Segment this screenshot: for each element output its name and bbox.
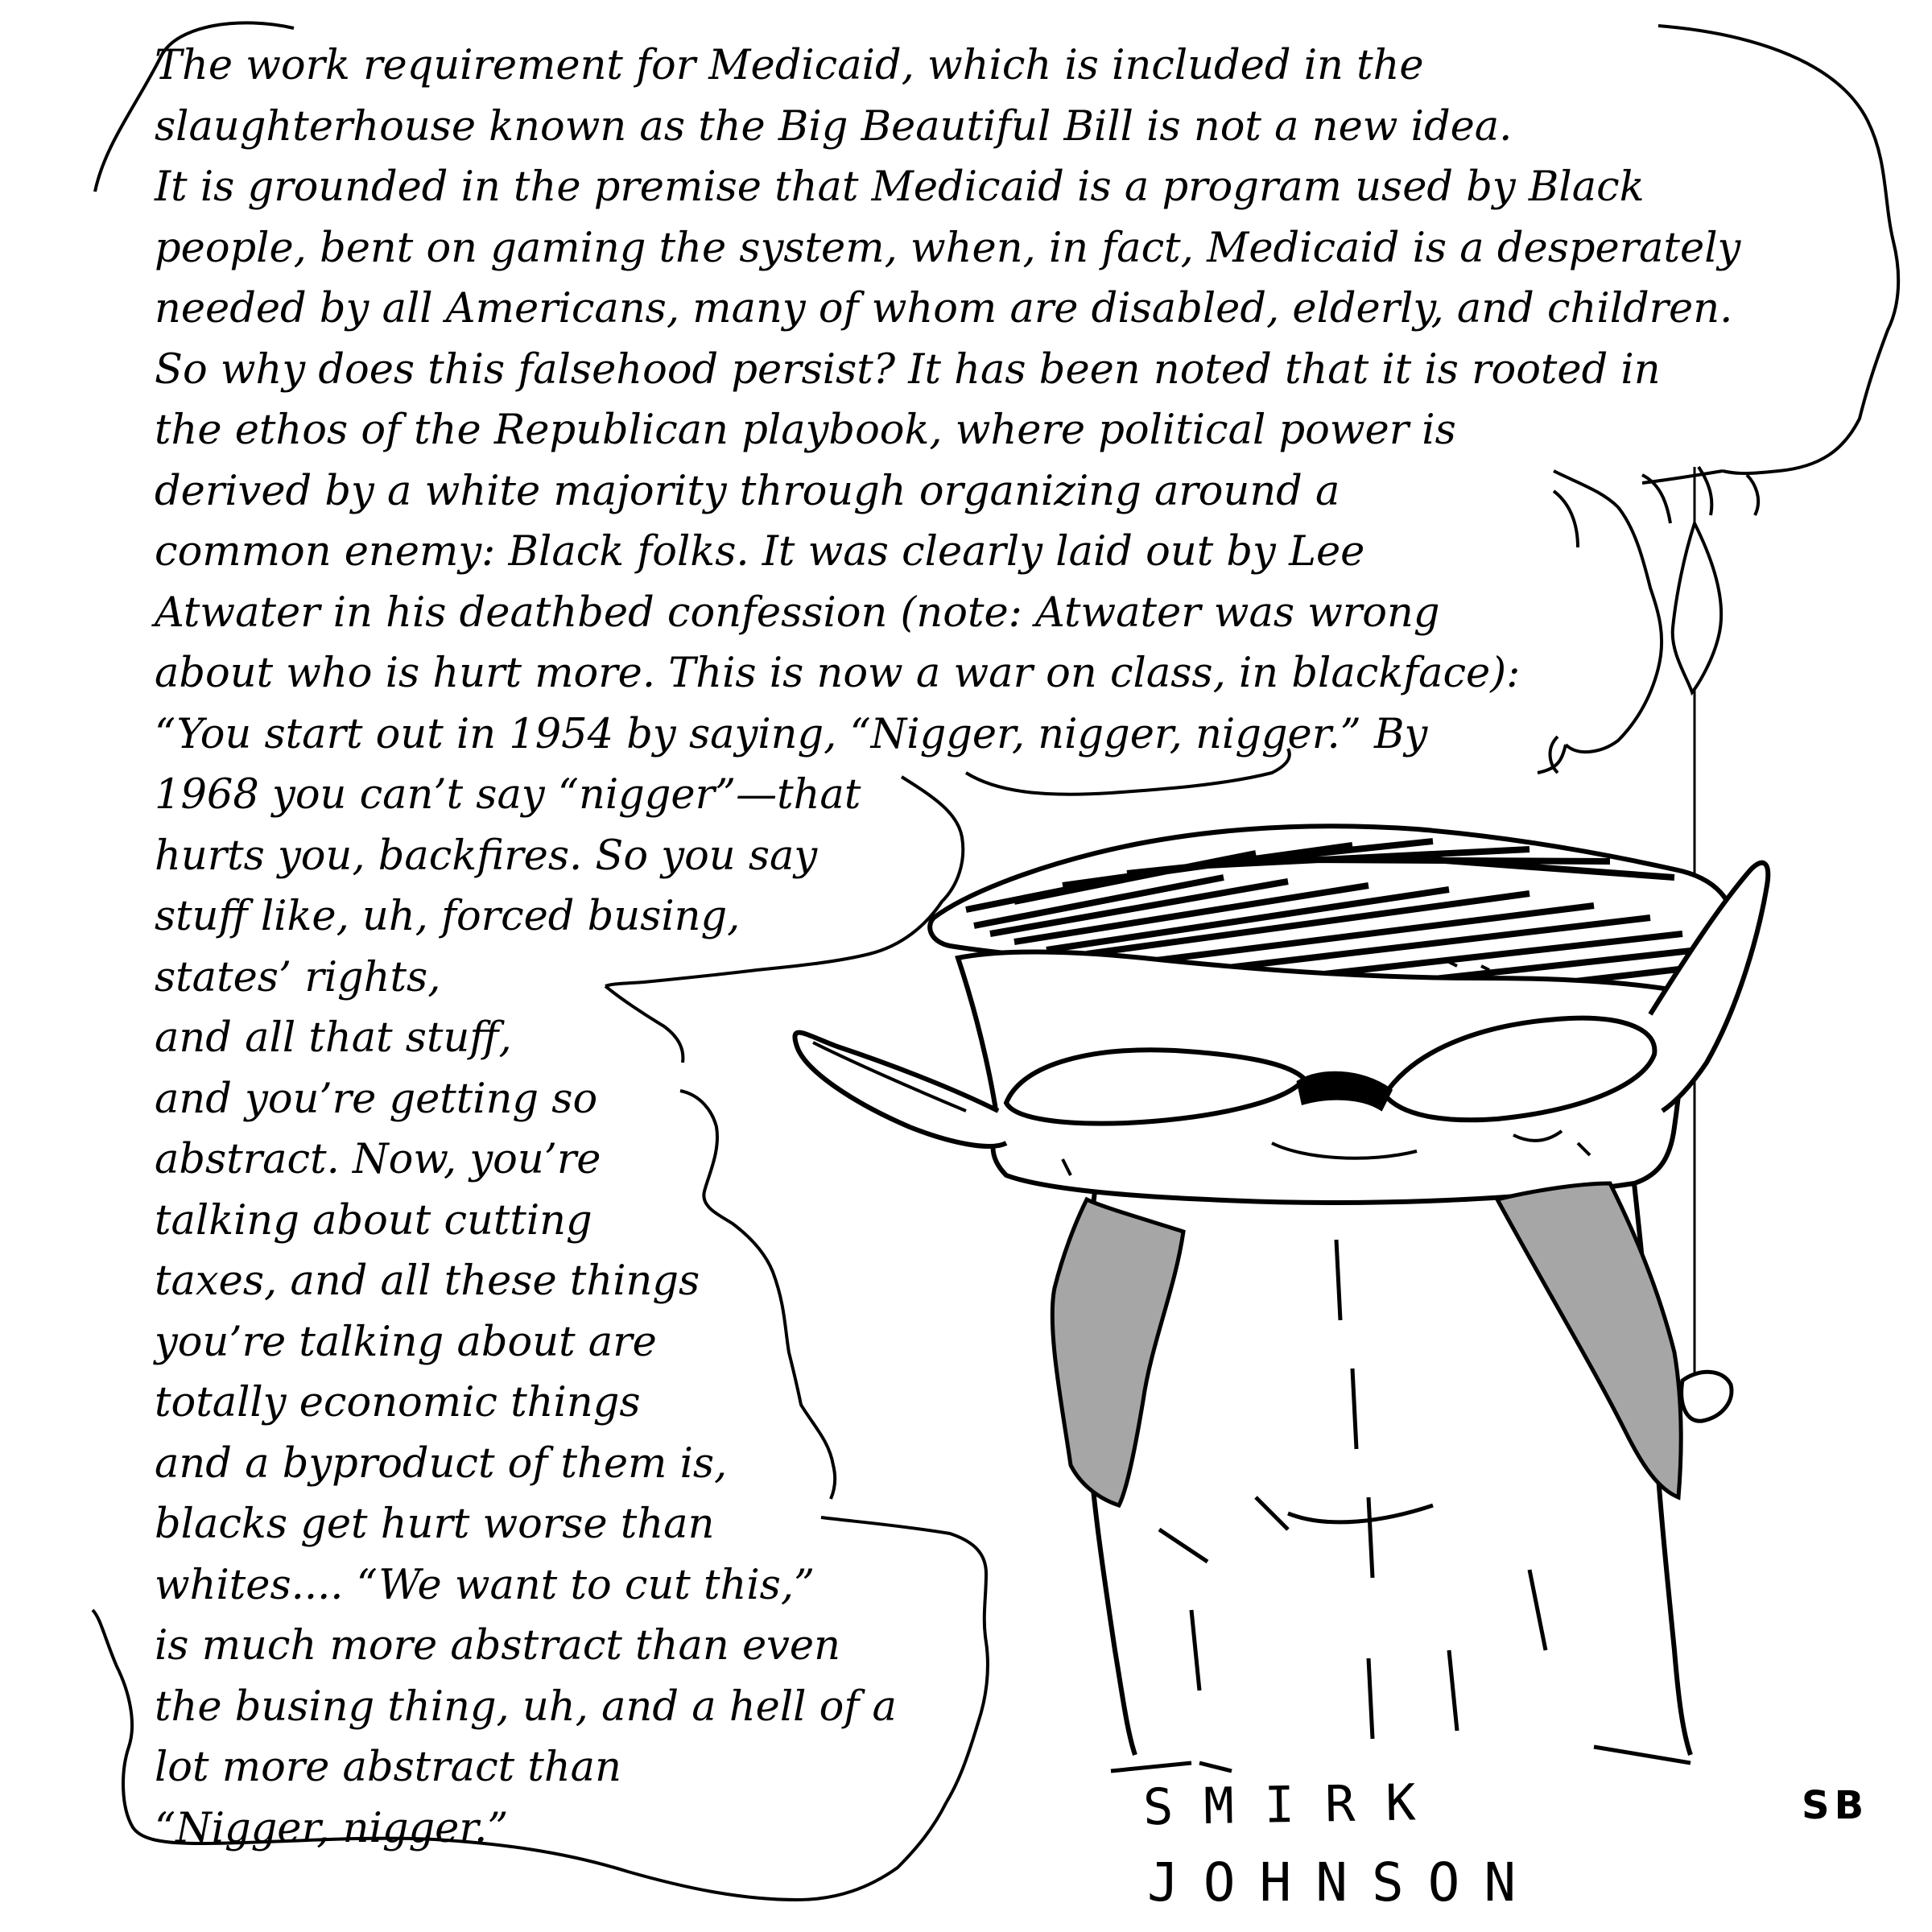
text-line: is much more abstract than even: [155, 1622, 840, 1670]
text-line: talking about cutting: [155, 1196, 592, 1245]
text-line: the ethos of the Republican playbook, where political power is: [155, 407, 1456, 454]
text-line: common enemy: Black folks. It was clearly laid out by Lee: [155, 528, 1365, 576]
text-line: totally economic things: [155, 1379, 641, 1426]
text-line: the busing thing, uh, and a hell of a: [155, 1682, 897, 1731]
text-line: So why does this falsehood persist? It has been noted that it is rooted in: [155, 345, 1661, 394]
text-line: hurts you, backfires. So you say: [155, 832, 818, 880]
text-line: stuff like, uh, forced busing,: [155, 893, 741, 940]
text-line: and all that stuff,: [155, 1014, 512, 1062]
text-line: derived by a white majority through organizing around a: [155, 467, 1340, 515]
text-line: The work requirement for Medicaid, which is included in the: [155, 42, 1424, 89]
artist-initials: SB: [1802, 1783, 1869, 1828]
text-line: blacks get hurt worse than: [155, 1501, 715, 1548]
text-line: abstract. Now, you’re: [155, 1136, 601, 1183]
text-line: and a byproduct of them is,: [155, 1439, 728, 1488]
text-line: “Nigger, nigger.”: [155, 1804, 509, 1852]
text-line: needed by all Americans, many of whom are disabled, elderly, and children.: [155, 285, 1733, 332]
text-line: lot more abstract than: [155, 1744, 621, 1791]
text-line: slaughterhouse known as the Big Beautiful Bill is not a new idea.: [155, 102, 1513, 151]
text-line: people, bent on gaming the system, when, in fact, Medicaid is a desperately: [155, 224, 1741, 272]
text-line: It is grounded in the premise that Medicaid is a program used by Black: [155, 163, 1645, 211]
text-line: Atwater in his deathbed confession (note: Atwater was wrong: [155, 588, 1440, 637]
caption-signature-line-2: JOHNSON: [1147, 1852, 1541, 1913]
text-line: and you’re getting so: [155, 1075, 598, 1123]
text-line: you’re talking about are: [155, 1318, 657, 1366]
caption-signature-line-1: SMIRK: [1142, 1772, 1447, 1837]
text-line: 1968 you can’t say “nigger”—that: [155, 771, 861, 819]
text-line: about who is hurt more. This is now a war on class, in blackface):: [155, 650, 1521, 697]
editorial-text: [155, 35, 1909, 1859]
text-line: states’ rights,: [155, 953, 441, 1001]
text-line: taxes, and all these things: [155, 1257, 700, 1305]
text-line: “You start out in 1954 by saying, “Nigger, nigger, nigger.” By: [155, 710, 1428, 758]
text-line: whites.... “We want to cut this,”: [155, 1561, 815, 1609]
